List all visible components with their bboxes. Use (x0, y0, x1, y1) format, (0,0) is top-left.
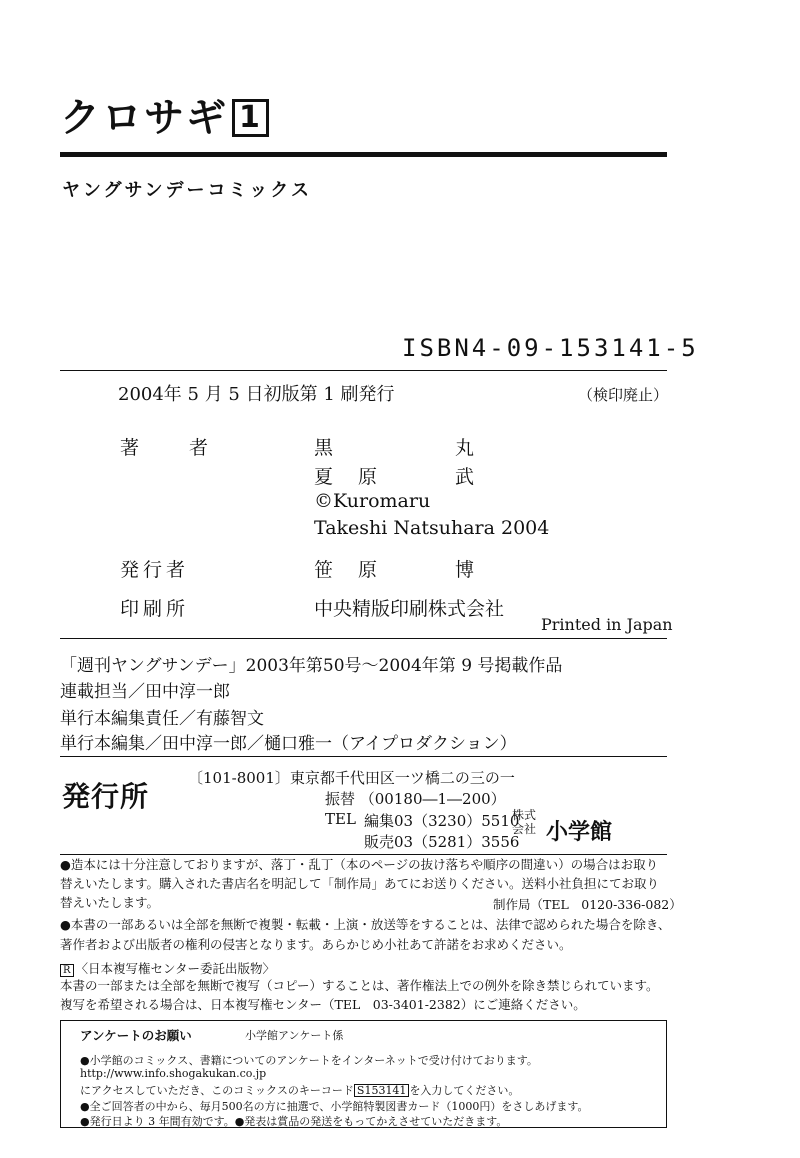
survey-line: ●発行日より 3 年間有効です。●発表は賞品の発送をもってかえさせていただきます。 (80, 1115, 508, 1128)
author-name-2-part: 夏 (314, 466, 334, 488)
copyright-line: Takeshi Natsuhara 2004 (314, 517, 550, 539)
tel-label: TEL (325, 810, 356, 828)
reproduction-center-note (60, 961, 275, 977)
copyright-note: ●本書の一部あるいは全部を無断で複製・転載・上演・放送等をすることは、法律で認められた場合を除き、 (60, 917, 671, 932)
photocopy-note: 複写を希望される場合は、日本複写権センター（TEL 03-3401-2382）にご連絡ください。 (60, 997, 586, 1012)
survey-keycode-post: を入力してください。 (409, 1084, 520, 1097)
photocopy-note: 本書の一部または全部を無断で複写（コピー）することは、著作権法上での例外を除き禁じられています。 (60, 978, 659, 993)
copyright-holder: ©Kuromaru (314, 490, 431, 512)
copyright-note: 著作者および出版者の権利の侵害となります。あらかじめ小社あて許諾をお求めください。 (60, 937, 572, 952)
publisher-label: 発行者 (120, 559, 190, 581)
survey-keycode: S153141 (354, 1084, 410, 1097)
printed-in: Printed in Japan (541, 615, 673, 634)
volume-number: 1 (232, 99, 269, 137)
reproduction-center-text: 〈日本複写権センター委託出版物〉 (75, 961, 276, 976)
publisher-address: 〔101-8001〕東京都千代田区一ツ橋二の三の一 (188, 769, 515, 787)
company-type: 株式会社 (512, 808, 537, 836)
isbn-rule (60, 370, 667, 371)
title-rule (60, 152, 667, 157)
notes-rule (60, 854, 667, 855)
volume-editors: 単行本編集／田中淳一郎／樋口雅一（アイプロダクション） (60, 734, 517, 754)
series-name: ヤングサンデーコミックス (62, 180, 313, 201)
publisher-name-part: 笹 (314, 559, 334, 581)
credits-rule (60, 638, 667, 639)
author-name-2-part: 原 (358, 466, 378, 488)
defect-note: 替えいたします。 (60, 895, 160, 910)
defect-note: 替えいたします。購入された書店名を明記して「制作局」あてにお送りください。送料小社負担にてお取り (60, 876, 660, 891)
printer-name: 中央精版印刷株式会社 (314, 598, 505, 620)
publishing-house-rule (60, 756, 667, 757)
publishing-house-label: 発行所 (62, 780, 150, 813)
book-title (60, 86, 269, 143)
author-name-2-part: 武 (455, 466, 475, 488)
volume-editor-in-charge: 単行本編集責任／有藤智文 (60, 709, 264, 729)
author-name-1-part: 黒 (314, 437, 334, 459)
survey-url: http://www.info.shogakukan.co.jp (80, 1067, 267, 1080)
publication-date: 2004年 5 月 5 日初版第 1 刷発行 (118, 384, 395, 405)
no-stamp-note: （検印廃止） (578, 386, 669, 404)
author-name-1-part: 丸 (455, 437, 475, 459)
printer-label: 印刷所 (120, 598, 190, 620)
survey-line: ●全ご回答者の中から、毎月500名の方に抽選で、小学館特製図書カード（1000円）をさしあげます。 (80, 1100, 589, 1113)
serialization-editor: 連載担当／田中淳一郎 (60, 682, 230, 702)
serialization-line: 「週刊ヤングサンデー」2003年第50号～2004年第 9 号掲載作品 (60, 656, 563, 676)
survey-line: ●小学館のコミックス、書籍についてのアンケートをインターネットで受け付けております。 (80, 1054, 538, 1067)
publisher-name-part: 原 (358, 559, 378, 581)
tel-editorial: 編集03（3230）5510 (364, 812, 520, 830)
defect-note: ●造本には十分注意しておりますが、落丁・乱丁（本のページの抜け落ちや順序の間違い）の場合はお取り (60, 857, 659, 872)
survey-keycode-line (80, 1082, 519, 1098)
publisher-name-part: 博 (455, 559, 475, 581)
company-name: 小学館 (546, 820, 613, 845)
production-contact: 制作局（TEL 0120-336-082） (493, 897, 682, 912)
survey-department: 小学館アンケート係 (245, 1029, 344, 1042)
author-label: 著 者 (120, 437, 231, 459)
postal-transfer: 振替 （00180―1―200） (325, 790, 506, 808)
isbn: ISBN4-09-153141-5 (402, 334, 699, 362)
book-title-text: クロサギ (60, 95, 228, 141)
survey-keycode-pre: にアクセスしていただき、このコミックスのキーコード (80, 1084, 354, 1097)
survey-title: アンケートのお願い (80, 1028, 192, 1043)
tel-sales: 販売03（5281）3556 (364, 833, 520, 851)
r-mark: R (60, 964, 74, 977)
